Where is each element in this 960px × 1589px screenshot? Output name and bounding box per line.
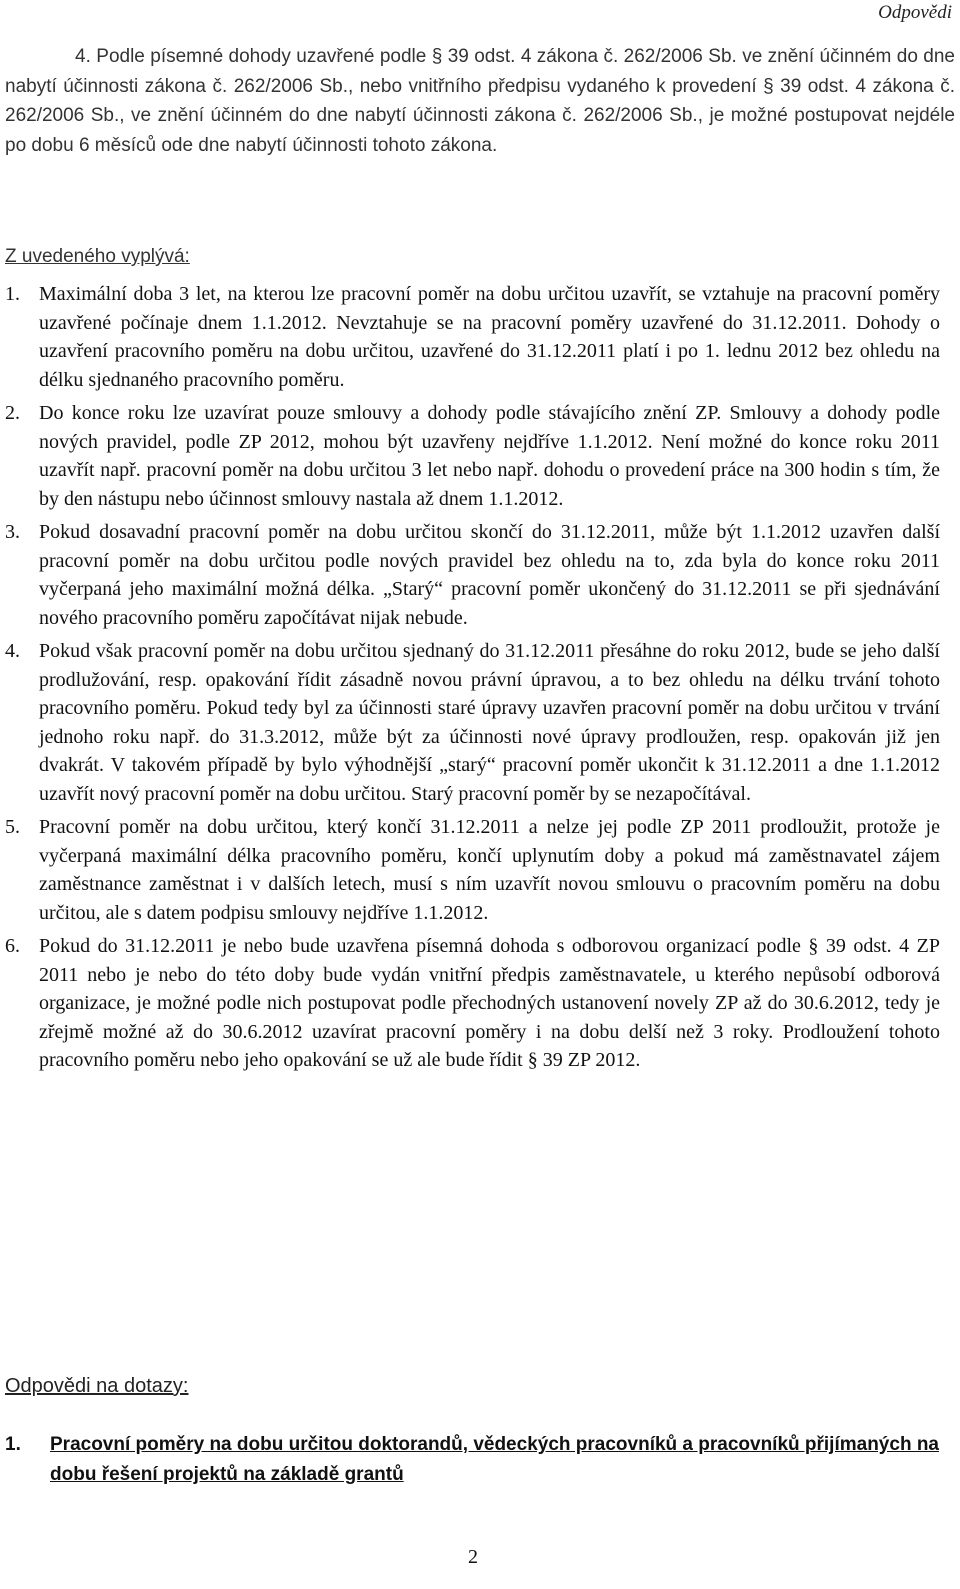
list-item-text: Maximální doba 3 let, na kterou lze pracovní poměr na dobu určitou uzavřít, se vztahuje na pracovní poměry uzavřené počínaje dnem 1.1.2012. Nevztahuje se na pracovní poměry uzavřené do 31.12.2011. Dohody o uzavření pracovního poměru na dobu určitou, uzavřené do 31.12.2011 platí i po 1. lednu 2012 bez ohledu na délku sjednaného pracovního poměru. [39, 283, 940, 391]
conclusion-heading: Z uvedeného vyplývá: [5, 246, 190, 267]
list-item-number: 1. [5, 283, 20, 305]
list-item [5, 280, 940, 394]
list-item-text: Pokud však pracovní poměr na dobu určitou sjednaný do 31.12.2011 přesáhne do roku 2012, bude se jeho další prodlužování, resp. opakování řídit zásadně novou právní úpravou, a to bez ohledu na délku trvání tohoto pracovního poměru. Pokud tedy byl za účinnosti staré úpravy uzavřen pracovní poměr na dobu určitou v trvání jednoho roku např. do 31.3.2012, může být za účinnosti nové úpravy prodloužen, resp. opakován již jen dvakrát. V takovém případě by bylo výhodnější „starý“ pracovní poměr ukončit k 31.12.2011 a dne 1.1.2012 uzavřít nový pracovní poměr na dobu určitou. Starý pracovní poměr by se nezapočítával. [39, 640, 940, 805]
answers-heading: Odpovědi na dotazy: [5, 1375, 189, 1397]
answer-item-number: 1. [5, 1434, 21, 1455]
list-item-number: 2. [5, 402, 20, 424]
list-item [5, 518, 940, 632]
list-item-text: Pokud do 31.12.2011 je nebo bude uzavřena písemná dohoda s odborovou organizací podle § 39 odst. 4 ZP 2011 nebo je nebo do této doby bude vydán vnitřní předpis zaměstnavatele, u kterého nepůsobí odborová organizace, je možné podle nich postupovat podle přechodných ustanovení novely ZP až do 30.6.2012, tedy je zřejmě možné až do 30.6.2012 uzavírat pracovní poměry i na dobu delší než 3 roky. Prodloužení tohoto pracovního poměru nebo jeho opakování se už ale bude řídit § 39 ZP 2012. [39, 935, 940, 1071]
list-item-text: Pokud dosavadní pracovní poměr na dobu určitou skončí do 31.12.2011, může být 1.1.2012 uzavřen další pracovní poměr na dobu určitou podle nových pravidel bez ohledu na to, zda byla do konce roku 2011 vyčerpaná jeho maximální možná délka. „Starý“ pracovní poměr ukončený do 31.12.2011 se při sjednávání nového pracovního poměru započítávat nijak nebude. [39, 521, 940, 629]
intro-paragraph [5, 42, 955, 160]
list-item-number: 3. [5, 521, 20, 543]
list-item-number: 5. [5, 816, 20, 838]
page-header-label: Odpovědi [878, 2, 952, 23]
list-item-text: Do konce roku lze uzavírat pouze smlouvy a dohody podle stávajícího znění ZP. Smlouvy a dohody podle nových pravidel, podle ZP 2012, mohou být uzavřeny nejdříve 1.1.2012. Není možné do konce roku 2011 uzavřít např. pracovní poměr na dobu určitou 3 let nebo např. dohodu o provedení práce na 300 hodin s tím, že by den nástupu nebo účinnost smlouvy nastala až dnem 1.1.2012. [39, 402, 940, 510]
list-item [5, 932, 940, 1075]
list-item [5, 399, 940, 513]
list-item-number: 4. [5, 640, 20, 662]
list-item [5, 637, 940, 808]
intro-number: 4. [75, 46, 91, 67]
conclusion-list [5, 280, 940, 1080]
list-item-number: 6. [5, 935, 20, 957]
answer-item-title: Pracovní poměry na dobu určitou doktorandů, vědeckých pracovníků a pracovníků přijímaných na dobu řešení projektů na základě grantů [50, 1434, 940, 1485]
answer-item [5, 1430, 940, 1490]
list-item [5, 813, 940, 927]
intro-text: Podle písemné dohody uzavřené podle § 39 odst. 4 zákona č. 262/2006 Sb. ve znění účinném do dne nabytí účinnosti zákona č. 262/2006 Sb., nebo vnitřního předpisu vydaného k provedení § 39 odst. 4 zákona č. 262/2006 Sb., ve znění účinném do dne nabytí účinnosti zákona č. 262/2006 Sb., je možné postupovat nejdéle po dobu 6 měsíců ode dne nabytí účinnosti tohoto zákona. [5, 46, 955, 156]
page-number: 2 [468, 1546, 478, 1568]
list-item-text: Pracovní poměr na dobu určitou, který končí 31.12.2011 a nelze jej podle ZP 2011 prodloužit, protože je vyčerpaná maximální délka pracovního poměru, končí uplynutím doby a pokud má zaměstnavatel zájem zaměstnance zaměstnat i v dalších letech, musí s ním uzavřít novou smlouvu o pracovním poměru na dobu určitou, ale s datem podpisu smlouvy nejdříve 1.1.2012. [39, 816, 940, 924]
